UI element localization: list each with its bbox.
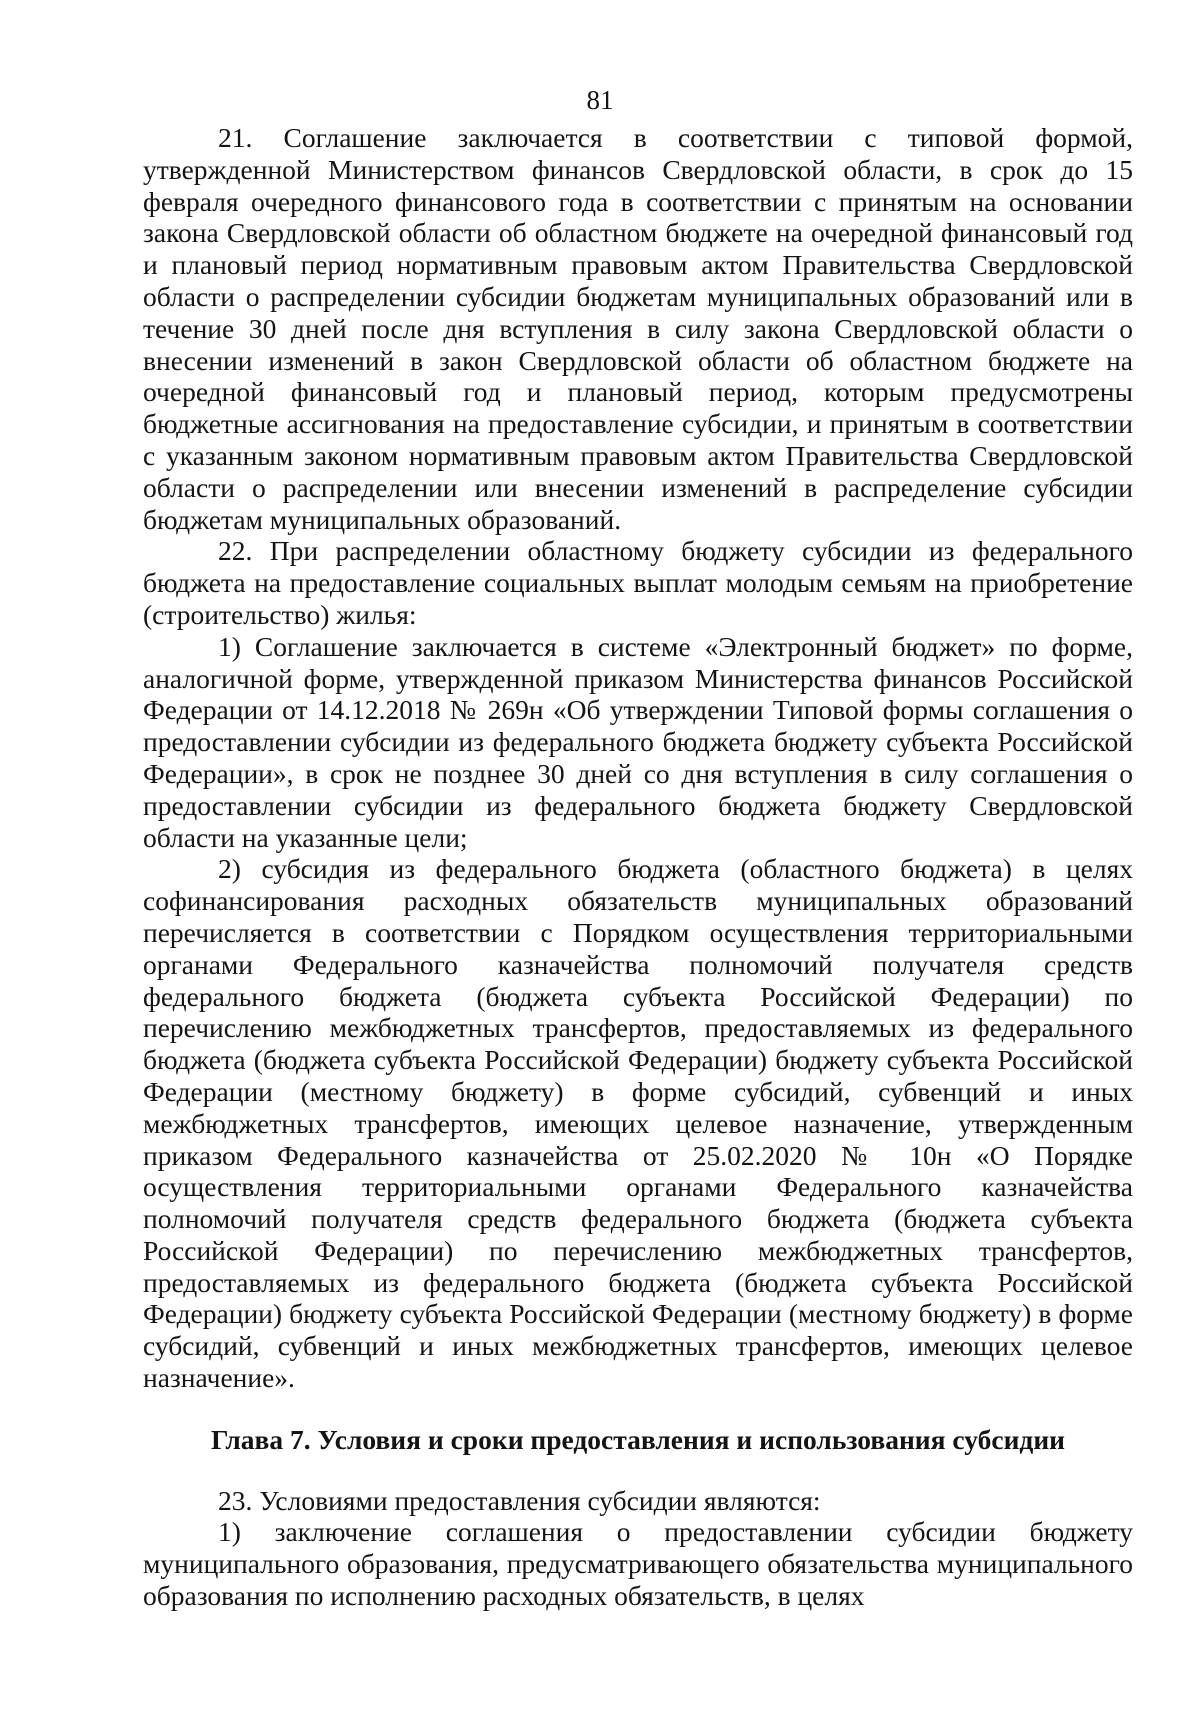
paragraph-22-item-2: 2) субсидия из федерального бюджета (областного бюджета) в целях софинансирования расходных обязательств муниципальных образований перечисляется в соответствии с Порядком осуществления территориальными органами Федерального казначейства полномочий получателя средств федерального бюджета (бюджета субъекта Российской Федерации) по перечислению межбюджетных трансфертов, предоставляемых из федерального бюджета (бюджета субъекта Российской Федерации) бюджету субъекта Российской Федерации (местному бюджету) в форме субсидий, субвенций и иных межбюджетных трансфертов, имеющих целевое назначение, утвержденным приказом Федерального казначейства от 25.02.2020 № 10н «О Порядке осуществления территориальными органами Федерального казначейства полномочий получателя средств федерального бюджета (бюджета субъекта Российской Федерации) по перечислению межбюджетных трансфертов, предоставляемых из федерального бюджета (бюджета субъекта Российской Федерации) бюджету субъекта Российской Федерации (местному бюджету) в форме субсидий, субвенций и иных межбюджетных трансфертов, имеющих целевое назначение». — [143, 853, 1133, 1394]
paragraph-22-item-1: 1) Соглашение заключается в системе «Электронный бюджет» по форме, аналогичной форме, утвержденной приказом Министерства финансов Российской Федерации от 14.12.2018 № 269н «Об утверждении Типовой формы соглашения о предоставлении субсидии из федерального бюджета бюджету субъекта Российской Федерации», в срок не позднее 30 дней со дня вступления в силу соглашения о предоставлении субсидии из федерального бюджета бюджету Свердловской области на указанные цели; — [143, 630, 1133, 853]
chapter-heading: Глава 7. Условия и сроки предоставления и использования субсидии — [210, 1423, 1066, 1455]
paragraph-23-item-1: 1) заключение соглашения о предоставлении субсидии бюджету муниципального образования, предусматривающего обязательства муниципального образования по исполнению расходных обязательств, в целях — [143, 1516, 1133, 1612]
paragraph-22: 22. При распределении областному бюджету субсидии из федерального бюджета на предоставление социальных выплат молодым семьям на приобретение (строительство) жилья: — [143, 535, 1133, 630]
page-content — [143, 122, 1133, 1612]
page-number: 81 — [586, 85, 614, 115]
paragraph-23: 23. Условиями предоставления субсидии являются: — [218, 1484, 821, 1516]
paragraph-21: 21. Соглашение заключается в соответствии с типовой формой, утвержденной Министерством финансов Свердловской области, в срок до 15 февраля очередного финансового года в соответствии с принятым на основании закона Свердловской области об областном бюджете на очередной финансовый год и плановый период нормативным правовым актом Правительства Свердловской области о распределении субсидии бюджетам муниципальных образований или в течение 30 дней после дня вступления в силу закона Свердловской области о внесении изменений в закон Свердловской области об областном бюджете на очередной финансовый год и плановый период, которым предусмотрены бюджетные ассигнования на предоставление субсидии, и принятым в соответствии с указанным законом нормативным правовым актом Правительства Свердловской области о распределении или внесении изменений в распределение субсидии бюджетам муниципальных образований. — [143, 122, 1133, 535]
